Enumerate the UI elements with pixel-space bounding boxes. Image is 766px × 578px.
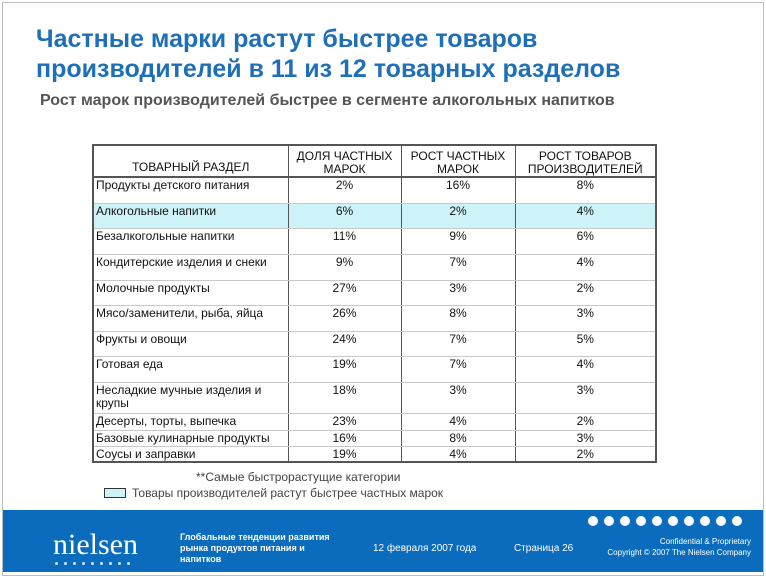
header-share: ДОЛЯ ЧАСТНЫХ МАРОК xyxy=(288,145,401,177)
cell-brand-growth: 3% xyxy=(515,382,656,413)
cell-pl-growth: 16% xyxy=(401,177,515,203)
table-row xyxy=(93,430,656,446)
legend xyxy=(104,486,443,500)
cell-pl-growth: 2% xyxy=(401,203,515,228)
cell-pl-growth: 7% xyxy=(401,356,515,382)
cell-category: Несладкие мучные изделия и крупы xyxy=(93,382,288,413)
table-row xyxy=(93,413,656,430)
cell-pl-growth: 4% xyxy=(401,446,515,462)
cell-brand-growth: 5% xyxy=(515,331,656,356)
cell-brand-growth: 2% xyxy=(576,446,594,461)
cell-category: Базовые кулинарные продукты xyxy=(93,430,288,446)
cell-pl-growth: 3% xyxy=(401,280,515,305)
logo-dots xyxy=(55,562,130,565)
cell-category: Соусы и заправки xyxy=(93,446,288,462)
header-brand-growth: РОСТ ТОВАРОВ ПРОИЗВОДИТЕЛЕЙ xyxy=(515,145,656,177)
cell-pl-growth: 7% xyxy=(401,331,515,356)
table-row xyxy=(93,305,656,331)
cell-category: Фрукты и овощи xyxy=(93,331,288,356)
cell-brand-growth: 8% xyxy=(515,177,656,203)
footer-topic: Глобальные тенденции развития рынка продуктов питания и напитков xyxy=(180,532,330,564)
cell-pl-growth: 7% xyxy=(401,254,515,280)
cell-brand-growth: 4% xyxy=(515,203,656,228)
cell-brand-growth: 3% xyxy=(515,305,656,331)
cell-category: Готовая еда xyxy=(93,356,288,382)
header-pl-growth: РОСТ ЧАСТНЫХ МАРОК xyxy=(401,145,515,177)
table-row xyxy=(93,254,656,280)
cell-share: 19% xyxy=(288,356,401,382)
cell-share: 18% xyxy=(288,382,401,413)
table-row xyxy=(93,356,656,382)
cell-category: Алкогольные напитки xyxy=(93,203,288,228)
table-row-highlighted xyxy=(93,203,656,228)
header-category: ТОВАРНЫЙ РАЗДЕЛ xyxy=(93,145,288,177)
cell-category: Мясо/заменители, рыба, яйца xyxy=(93,305,288,331)
footer-bar xyxy=(3,510,763,572)
copyright-label: Copyright © 2007 The Nielsen Company xyxy=(607,548,751,557)
category-table xyxy=(92,144,657,463)
table-header-row xyxy=(93,145,656,177)
cell-share: 11% xyxy=(288,228,401,254)
cell-pl-growth: 8% xyxy=(401,305,515,331)
nielsen-logo: nielsen xyxy=(53,528,138,561)
footnote: **Самые быстрорастущие категории xyxy=(196,470,401,484)
slide-subtitle: Рост марок производителей быстрее в сегменте алкогольных напитков xyxy=(40,92,615,109)
cell-brand-growth: 2% xyxy=(515,280,656,305)
table-row xyxy=(93,331,656,356)
table-row xyxy=(93,382,656,413)
cell-share: 23% xyxy=(288,413,401,430)
cell-share: 2% xyxy=(288,177,401,203)
decorative-dots xyxy=(588,516,742,526)
cell-share: 27% xyxy=(288,280,401,305)
cell-brand-growth: 3% xyxy=(515,430,656,446)
cell-share: 6% xyxy=(288,203,401,228)
cell-share: 19% xyxy=(288,446,401,462)
cell-brand-growth: 2% xyxy=(515,413,656,430)
cell-share: 26% xyxy=(288,305,401,331)
cell-pl-growth: 9% xyxy=(401,228,515,254)
slide-title: Частные марки растут быстрее товаров производителей в 11 из 12 товарных разделов xyxy=(36,25,621,83)
cell-category: Молочные продукты xyxy=(93,280,288,305)
table-row xyxy=(93,177,656,203)
legend-swatch xyxy=(104,488,126,498)
cell-brand-growth: 4% xyxy=(515,356,656,382)
table-row xyxy=(93,446,656,462)
cell-category: Безалкогольные напитки xyxy=(93,228,288,254)
table-row xyxy=(93,280,656,305)
copyright-notice xyxy=(595,536,751,558)
cell-category: Десерты, торты, выпечка xyxy=(93,413,288,430)
footer-date: 12 февраля 2007 года xyxy=(373,543,477,554)
table-row xyxy=(93,228,656,254)
cell-brand-growth: 6% xyxy=(515,228,656,254)
cell-brand-growth: 4% xyxy=(515,254,656,280)
cell-pl-growth: 3% xyxy=(401,382,515,413)
legend-label: Товары производителей растут быстрее частных марок xyxy=(132,486,444,500)
cell-pl-growth: 4% xyxy=(401,413,515,430)
cell-pl-growth: 8% xyxy=(401,430,515,446)
cell-share: 9% xyxy=(288,254,401,280)
cell-category: Кондитерские изделия и снеки xyxy=(93,254,288,280)
confidential-label: Confidential & Proprietary xyxy=(659,537,751,546)
cell-category: Продукты детского питания xyxy=(93,177,288,203)
cell-share: 24% xyxy=(288,331,401,356)
page-number: Страница 26 xyxy=(514,543,574,554)
cell-share: 16% xyxy=(288,430,401,446)
